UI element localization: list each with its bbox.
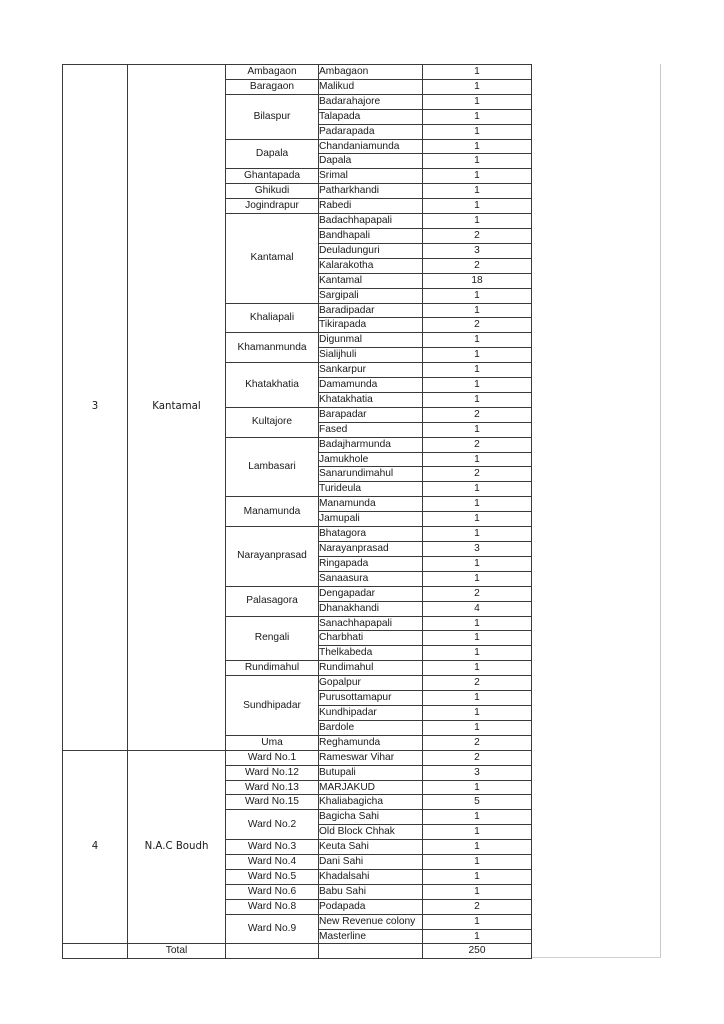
village-name: Talapada (319, 109, 423, 124)
village-count: 2 (423, 899, 532, 914)
total-row (63, 944, 532, 959)
total-village-cell (319, 944, 423, 959)
village-count: 1 (423, 422, 532, 437)
village-count: 1 (423, 452, 532, 467)
village-name: Ringapada (319, 556, 423, 571)
gp-name: Kantamal (226, 214, 319, 303)
village-count: 1 (423, 512, 532, 527)
village-count: 3 (423, 765, 532, 780)
village-count: 1 (423, 691, 532, 706)
village-count: 3 (423, 243, 532, 258)
gp-name: Ambagaon (226, 65, 319, 80)
village-name: Chandaniamunda (319, 139, 423, 154)
gp-name: Bilaspur (226, 94, 319, 139)
gp-name: Ward No.9 (226, 914, 319, 944)
village-name: Dapala (319, 154, 423, 169)
village-name: Narayanprasad (319, 542, 423, 557)
village-count: 1 (423, 348, 532, 363)
table-row (63, 750, 532, 765)
village-name: Sanachhapapali (319, 616, 423, 631)
village-count: 18 (423, 273, 532, 288)
gp-name: Sundhipadar (226, 676, 319, 736)
gp-name: Ward No.4 (226, 855, 319, 870)
gp-name: Uma (226, 735, 319, 750)
village-name: Tikirapada (319, 318, 423, 333)
village-name: New Revenue colony (319, 914, 423, 929)
gp-name: Ward No.2 (226, 810, 319, 840)
village-count: 1 (423, 571, 532, 586)
village-count: 1 (423, 705, 532, 720)
village-name: Kundhipadar (319, 705, 423, 720)
village-count: 1 (423, 79, 532, 94)
gp-name: Dapala (226, 139, 319, 169)
village-count: 1 (423, 482, 532, 497)
village-count: 2 (423, 586, 532, 601)
village-name: Badarahajore (319, 94, 423, 109)
village-count: 5 (423, 795, 532, 810)
village-count: 1 (423, 914, 532, 929)
village-name: Khadalsahi (319, 869, 423, 884)
gp-name: Manamunda (226, 497, 319, 527)
village-count: 2 (423, 318, 532, 333)
village-count: 1 (423, 556, 532, 571)
village-count: 1 (423, 333, 532, 348)
serial-number: 3 (63, 65, 128, 751)
village-count: 1 (423, 929, 532, 944)
village-name: Purusottamapur (319, 691, 423, 706)
village-name: Srimal (319, 169, 423, 184)
gp-name: Ward No.15 (226, 795, 319, 810)
gp-name: Ghantapada (226, 169, 319, 184)
village-count: 1 (423, 825, 532, 840)
village-name: Bandhapali (319, 228, 423, 243)
village-name: Keuta Sahi (319, 840, 423, 855)
block-name: N.A.C Boudh (128, 750, 226, 944)
village-name: Kalarakotha (319, 258, 423, 273)
village-name: Khaliabagicha (319, 795, 423, 810)
gp-name: Khamanmunda (226, 333, 319, 363)
gp-name: Ghikudi (226, 184, 319, 199)
village-name: Reghamunda (319, 735, 423, 750)
village-name: Babu Sahi (319, 884, 423, 899)
village-name: Jamupali (319, 512, 423, 527)
village-count: 1 (423, 363, 532, 378)
village-name: Sankarpur (319, 363, 423, 378)
village-count: 1 (423, 199, 532, 214)
village-name: MARJAKUD (319, 780, 423, 795)
gp-name: Baragaon (226, 79, 319, 94)
gp-name: Ward No.8 (226, 899, 319, 914)
village-name: Barapadar (319, 407, 423, 422)
village-count: 1 (423, 616, 532, 631)
village-count: 1 (423, 169, 532, 184)
village-name: Malikud (319, 79, 423, 94)
village-count: 4 (423, 601, 532, 616)
village-count: 1 (423, 869, 532, 884)
serial-number: 4 (63, 750, 128, 944)
village-count: 2 (423, 676, 532, 691)
village-count: 1 (423, 527, 532, 542)
total-sl-cell (63, 944, 128, 959)
village-count: 1 (423, 124, 532, 139)
village-count: 2 (423, 437, 532, 452)
village-name: Damamunda (319, 378, 423, 393)
gp-name: Narayanprasad (226, 527, 319, 587)
village-name: Thelkabeda (319, 646, 423, 661)
village-count: 1 (423, 378, 532, 393)
village-count: 2 (423, 750, 532, 765)
village-name: Rundimahul (319, 661, 423, 676)
village-name: Badachhapapali (319, 214, 423, 229)
village-name: Rabedi (319, 199, 423, 214)
gp-name: Ward No.3 (226, 840, 319, 855)
village-count: 1 (423, 288, 532, 303)
village-count: 1 (423, 884, 532, 899)
village-name: Digunmal (319, 333, 423, 348)
village-count: 1 (423, 631, 532, 646)
gp-name: Kultajore (226, 407, 319, 437)
village-count: 1 (423, 94, 532, 109)
village-name: Khatakhatia (319, 392, 423, 407)
gp-name: Ward No.13 (226, 780, 319, 795)
village-name: Dhanakhandi (319, 601, 423, 616)
total-gp-cell (226, 944, 319, 959)
gp-name: Jogindrapur (226, 199, 319, 214)
village-name: Ambagaon (319, 65, 423, 80)
village-count: 1 (423, 855, 532, 870)
village-count: 3 (423, 542, 532, 557)
village-name: Deuladunguri (319, 243, 423, 258)
village-name: Baradipadar (319, 303, 423, 318)
village-count: 1 (423, 303, 532, 318)
village-count: 2 (423, 407, 532, 422)
total-value: 250 (423, 944, 532, 959)
gp-name: Rundimahul (226, 661, 319, 676)
village-name: Old Block Chhak (319, 825, 423, 840)
village-count-table (62, 64, 532, 959)
village-name: Sialijhuli (319, 348, 423, 363)
village-name: Butupali (319, 765, 423, 780)
village-name: Podapada (319, 899, 423, 914)
village-name: Gopalpur (319, 676, 423, 691)
village-count: 1 (423, 497, 532, 512)
village-name: Sanarundimahul (319, 467, 423, 482)
page-frame (531, 64, 661, 958)
village-count: 1 (423, 139, 532, 154)
village-name: Fased (319, 422, 423, 437)
gp-name: Palasagora (226, 586, 319, 616)
village-count: 1 (423, 65, 532, 80)
village-name: Dani Sahi (319, 855, 423, 870)
village-count: 1 (423, 109, 532, 124)
village-name: Manamunda (319, 497, 423, 512)
village-count: 1 (423, 214, 532, 229)
village-name: Jamukhole (319, 452, 423, 467)
village-count: 2 (423, 258, 532, 273)
village-count: 1 (423, 780, 532, 795)
village-count: 1 (423, 840, 532, 855)
village-count: 1 (423, 392, 532, 407)
village-name: Bhatagora (319, 527, 423, 542)
village-name: Sargipali (319, 288, 423, 303)
village-name: Masterline (319, 929, 423, 944)
gp-name: Ward No.1 (226, 750, 319, 765)
village-count: 1 (423, 720, 532, 735)
gp-name: Lambasari (226, 437, 319, 497)
village-name: Dengapadar (319, 586, 423, 601)
gp-name: Ward No.12 (226, 765, 319, 780)
gp-name: Rengali (226, 616, 319, 661)
village-name: Padarapada (319, 124, 423, 139)
village-count: 1 (423, 184, 532, 199)
gp-name: Ward No.6 (226, 884, 319, 899)
table-body (63, 65, 532, 959)
total-label: Total (128, 944, 226, 959)
village-name: Badajharmunda (319, 437, 423, 452)
table-row (63, 65, 532, 80)
village-count: 1 (423, 646, 532, 661)
village-name: Bagicha Sahi (319, 810, 423, 825)
village-name: Rameswar Vihar (319, 750, 423, 765)
gp-name: Khaliapali (226, 303, 319, 333)
village-name: Patharkhandi (319, 184, 423, 199)
village-name: Kantamal (319, 273, 423, 288)
village-name: Charbhati (319, 631, 423, 646)
village-count: 1 (423, 661, 532, 676)
village-count: 2 (423, 735, 532, 750)
village-name: Bardole (319, 720, 423, 735)
village-count: 1 (423, 154, 532, 169)
block-name: Kantamal (128, 65, 226, 751)
village-count: 2 (423, 228, 532, 243)
village-count: 1 (423, 810, 532, 825)
gp-name: Ward No.5 (226, 869, 319, 884)
village-name: Sanaasura (319, 571, 423, 586)
village-name: Turideula (319, 482, 423, 497)
village-count: 2 (423, 467, 532, 482)
gp-name: Khatakhatia (226, 363, 319, 408)
